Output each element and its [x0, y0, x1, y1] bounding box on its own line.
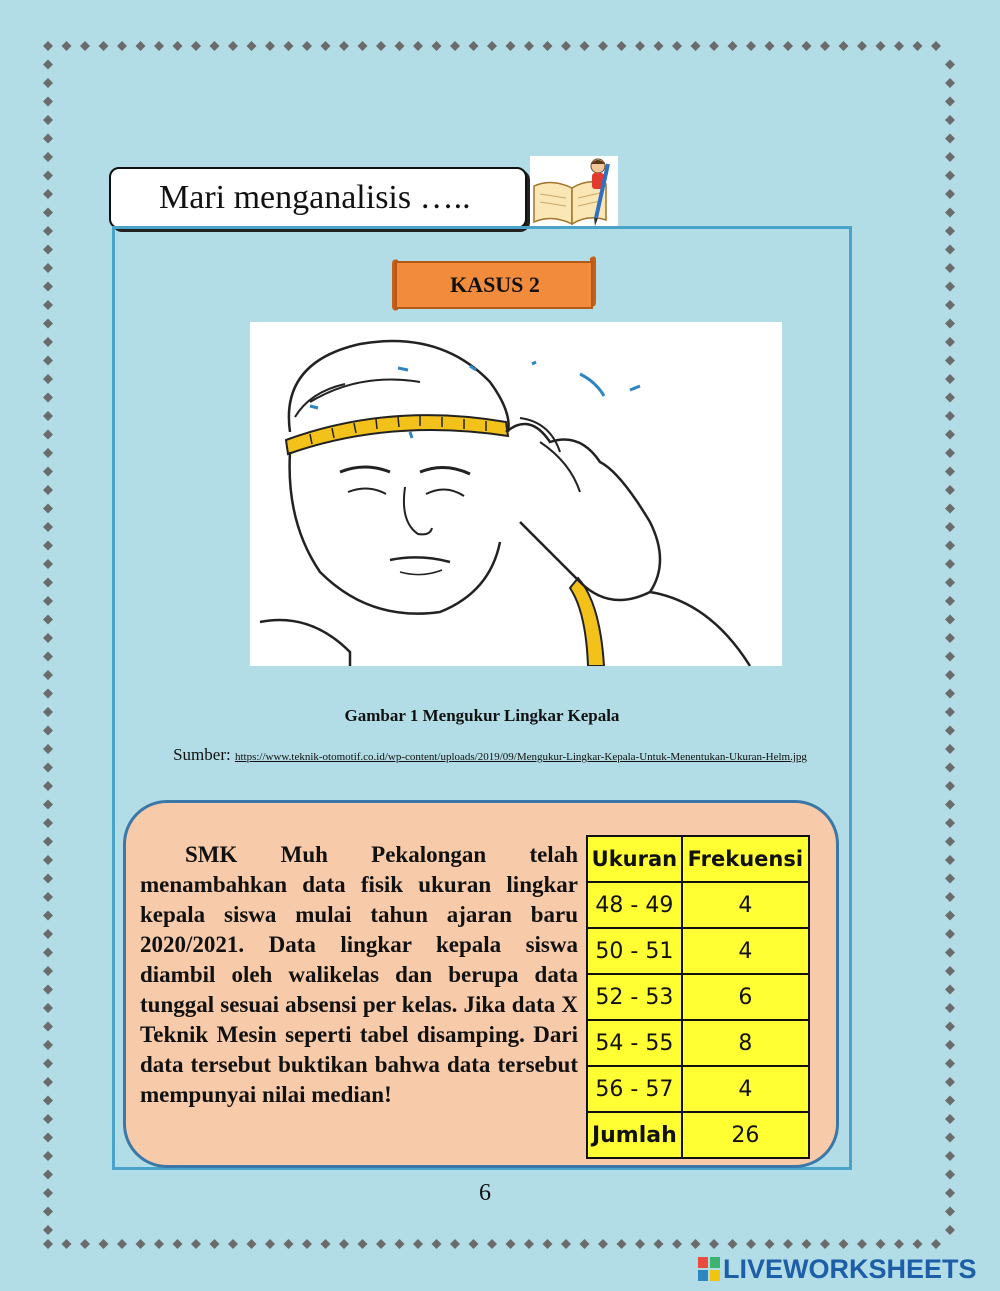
border-diamond — [43, 966, 53, 976]
border-diamond — [43, 874, 53, 884]
border-diamond — [945, 1133, 955, 1143]
border-diamond — [43, 60, 53, 70]
border-diamond — [43, 541, 53, 551]
border-diamond — [43, 189, 53, 199]
border-diamond — [413, 1239, 423, 1249]
border-diamond — [746, 1239, 756, 1249]
border-diamond — [945, 245, 955, 255]
border-diamond — [43, 245, 53, 255]
border-diamond — [43, 689, 53, 699]
border-diamond — [945, 559, 955, 569]
border-diamond — [945, 1188, 955, 1198]
border-diamond — [247, 1239, 257, 1249]
border-diamond — [524, 1239, 534, 1249]
border-diamond — [506, 41, 516, 51]
liveworksheets-brand[interactable] — [698, 1254, 977, 1284]
table-row — [587, 974, 809, 1020]
border-diamond — [543, 1239, 553, 1249]
border-diamond — [728, 41, 738, 51]
border-diamond — [598, 1239, 608, 1249]
border-diamond — [580, 1239, 590, 1249]
border-diamond — [321, 1239, 331, 1249]
border-diamond — [80, 1239, 90, 1249]
border-diamond — [931, 1239, 941, 1249]
border-diamond — [43, 615, 53, 625]
border-diamond — [839, 1239, 849, 1249]
border-diamond — [945, 1096, 955, 1106]
border-diamond — [580, 41, 590, 51]
border-diamond — [99, 41, 109, 51]
border-diamond — [43, 707, 53, 717]
border-diamond — [228, 1239, 238, 1249]
border-diamond — [945, 670, 955, 680]
border-diamond — [43, 652, 53, 662]
table-cell-frequency: 6 — [682, 974, 809, 1020]
border-diamond — [62, 1239, 72, 1249]
border-diamond — [802, 41, 812, 51]
border-diamond — [945, 60, 955, 70]
border-diamond — [339, 41, 349, 51]
border-diamond — [191, 1239, 201, 1249]
border-diamond — [945, 818, 955, 828]
border-diamond — [945, 966, 955, 976]
border-diamond — [43, 337, 53, 347]
border-diamond — [765, 41, 775, 51]
border-diamond — [43, 263, 53, 273]
border-diamond — [302, 41, 312, 51]
border-diamond — [43, 1239, 53, 1249]
border-diamond — [913, 1239, 923, 1249]
border-diamond — [654, 41, 664, 51]
border-diamond — [43, 1040, 53, 1050]
border-diamond — [43, 578, 53, 588]
border-diamond — [945, 226, 955, 236]
border-diamond — [487, 1239, 497, 1249]
border-diamond — [913, 41, 923, 51]
border-diamond — [43, 282, 53, 292]
border-diamond — [945, 78, 955, 88]
border-diamond — [210, 1239, 220, 1249]
border-diamond — [945, 282, 955, 292]
border-diamond — [931, 41, 941, 51]
border-diamond — [945, 633, 955, 643]
table-cell-size: 54 - 55 — [587, 1020, 682, 1066]
border-diamond — [43, 837, 53, 847]
border-diamond — [802, 1239, 812, 1249]
border-diamond — [43, 41, 53, 51]
border-diamond — [43, 800, 53, 810]
border-diamond — [265, 41, 275, 51]
table-row — [587, 882, 809, 928]
border-diamond — [945, 152, 955, 162]
border-diamond — [945, 855, 955, 865]
border-diamond — [376, 1239, 386, 1249]
border-diamond — [450, 41, 460, 51]
figure-caption: Gambar 1 Mengukur Lingkar Kepala — [344, 706, 620, 725]
border-diamond — [321, 41, 331, 51]
border-diamond — [709, 41, 719, 51]
border-diamond — [945, 411, 955, 421]
border-diamond — [945, 319, 955, 329]
border-diamond — [43, 559, 53, 569]
border-diamond — [945, 800, 955, 810]
border-diamond — [945, 874, 955, 884]
border-diamond — [945, 781, 955, 791]
border-diamond — [945, 744, 955, 754]
case-description: SMK Muh Pekalongan telah menambahkan data fisik ukuran lingkar kepala siswa mulai tahun ajaran baru 2020/2021. Data lingkar kepala siswa diambil oleh walikelas dan berupa data tunggal sesuai absensi per kelas. Jika data X Teknik Mesin seperti tabel disamping. Dari data tersebut buktikan bahwa data tersebut mempunyai nilai median! — [140, 842, 578, 1107]
border-diamond — [945, 504, 955, 514]
border-diamond — [43, 356, 53, 366]
border-diamond — [617, 41, 627, 51]
border-diamond — [945, 707, 955, 717]
border-diamond — [247, 41, 257, 51]
border-diamond — [43, 504, 53, 514]
border-diamond — [154, 1239, 164, 1249]
border-diamond — [228, 41, 238, 51]
border-diamond — [358, 1239, 368, 1249]
border-diamond — [284, 1239, 294, 1249]
border-diamond — [265, 1239, 275, 1249]
border-diamond — [43, 892, 53, 902]
border-diamond — [302, 1239, 312, 1249]
border-diamond — [432, 1239, 442, 1249]
border-diamond — [43, 911, 53, 921]
border-diamond — [43, 1077, 53, 1087]
border-diamond — [43, 467, 53, 477]
border-diamond — [945, 1225, 955, 1235]
border-diamond — [136, 41, 146, 51]
brand-name: LIVEWORKSHEETS — [723, 1253, 977, 1284]
border-diamond — [43, 411, 53, 421]
border-diamond — [945, 689, 955, 699]
border-diamond — [43, 134, 53, 144]
table-cell-size: 56 - 57 — [587, 1066, 682, 1112]
border-diamond — [945, 485, 955, 495]
border-diamond — [376, 41, 386, 51]
border-diamond — [154, 41, 164, 51]
border-diamond — [945, 208, 955, 218]
source-link[interactable]: https://www.teknik-otomotif.co.id/wp-content/uploads/2019/09/Mengukur-Lingkar-Kepala-Untuk-Menentukan-Ukuran-Helm.jpg — [234, 751, 807, 763]
border-diamond — [43, 948, 53, 958]
border-diamond — [43, 670, 53, 680]
border-diamond — [43, 763, 53, 773]
border-diamond — [43, 1022, 53, 1032]
frequency-table — [586, 835, 810, 1159]
border-diamond — [43, 596, 53, 606]
border-diamond — [945, 430, 955, 440]
table-cell-frequency: 4 — [682, 882, 809, 928]
border-diamond — [945, 448, 955, 458]
border-diamond — [945, 97, 955, 107]
border-diamond — [80, 41, 90, 51]
border-diamond — [43, 115, 53, 125]
table-cell-frequency: 8 — [682, 1020, 809, 1066]
border-diamond — [876, 1239, 886, 1249]
table-cell-frequency: 4 — [682, 928, 809, 974]
border-diamond — [746, 41, 756, 51]
border-diamond — [210, 41, 220, 51]
border-diamond — [945, 615, 955, 625]
border-diamond — [839, 41, 849, 51]
border-diamond — [635, 1239, 645, 1249]
border-diamond — [173, 1239, 183, 1249]
page-number: 6 — [479, 1180, 491, 1206]
border-diamond — [43, 1170, 53, 1180]
table-header-ukuran: Ukuran — [587, 836, 682, 882]
border-diamond — [945, 115, 955, 125]
border-diamond — [945, 837, 955, 847]
border-diamond — [691, 1239, 701, 1249]
border-diamond — [524, 41, 534, 51]
border-diamond — [395, 1239, 405, 1249]
border-diamond — [672, 41, 682, 51]
border-diamond — [43, 208, 53, 218]
border-diamond — [99, 1239, 109, 1249]
border-diamond — [43, 485, 53, 495]
border-diamond — [43, 374, 53, 384]
border-diamond — [945, 522, 955, 532]
border-diamond — [43, 1188, 53, 1198]
border-diamond — [43, 1114, 53, 1124]
liveworksheets-logo-icon — [698, 1257, 720, 1281]
border-diamond — [136, 1239, 146, 1249]
border-diamond — [945, 1114, 955, 1124]
border-diamond — [945, 1170, 955, 1180]
section-title: Mari menganalisis ….. — [109, 167, 527, 229]
border-diamond — [173, 41, 183, 51]
border-diamond — [43, 78, 53, 88]
border-diamond — [945, 652, 955, 662]
table-cell-size: 48 - 49 — [587, 882, 682, 928]
border-diamond — [945, 985, 955, 995]
border-diamond — [945, 541, 955, 551]
border-diamond — [43, 319, 53, 329]
border-diamond — [857, 41, 867, 51]
table-row — [587, 1020, 809, 1066]
border-diamond — [432, 41, 442, 51]
border-diamond — [469, 41, 479, 51]
border-diamond — [43, 985, 53, 995]
border-diamond — [945, 393, 955, 403]
border-diamond — [876, 41, 886, 51]
table-cell-frequency: 4 — [682, 1066, 809, 1112]
border-diamond — [43, 393, 53, 403]
table-cell-size: 50 - 51 — [587, 928, 682, 974]
border-diamond — [945, 1059, 955, 1069]
border-diamond — [672, 1239, 682, 1249]
table-total-value: 26 — [682, 1112, 809, 1158]
border-diamond — [945, 1040, 955, 1050]
border-diamond — [43, 1059, 53, 1069]
border-diamond — [945, 374, 955, 384]
border-diamond — [43, 855, 53, 865]
border-diamond — [945, 337, 955, 347]
border-diamond — [43, 97, 53, 107]
border-diamond — [561, 41, 571, 51]
border-diamond — [783, 41, 793, 51]
border-diamond — [820, 41, 830, 51]
border-diamond — [43, 1133, 53, 1143]
border-diamond — [506, 1239, 516, 1249]
border-diamond — [43, 744, 53, 754]
table-row — [587, 928, 809, 974]
border-diamond — [43, 300, 53, 310]
border-diamond — [728, 1239, 738, 1249]
border-diamond — [945, 300, 955, 310]
border-diamond — [561, 1239, 571, 1249]
border-diamond — [43, 226, 53, 236]
border-diamond — [945, 1003, 955, 1013]
border-diamond — [945, 763, 955, 773]
figure-source — [150, 740, 830, 772]
border-diamond — [945, 948, 955, 958]
border-diamond — [469, 1239, 479, 1249]
border-diamond — [691, 41, 701, 51]
border-diamond — [945, 134, 955, 144]
border-diamond — [117, 1239, 127, 1249]
book-icon — [530, 156, 618, 228]
border-diamond — [857, 1239, 867, 1249]
border-diamond — [450, 1239, 460, 1249]
border-diamond — [945, 189, 955, 199]
border-diamond — [945, 892, 955, 902]
border-diamond — [820, 1239, 830, 1249]
border-diamond — [43, 781, 53, 791]
border-diamond — [945, 1151, 955, 1161]
border-diamond — [43, 726, 53, 736]
border-diamond — [487, 41, 497, 51]
kasus-label: KASUS 2 — [450, 272, 540, 297]
border-diamond — [635, 41, 645, 51]
border-diamond — [945, 171, 955, 181]
border-diamond — [43, 448, 53, 458]
border-diamond — [617, 1239, 627, 1249]
border-diamond — [945, 1022, 955, 1032]
border-diamond — [339, 1239, 349, 1249]
border-diamond — [43, 1225, 53, 1235]
border-diamond — [43, 929, 53, 939]
border-diamond — [543, 41, 553, 51]
border-diamond — [43, 152, 53, 162]
border-diamond — [945, 1077, 955, 1087]
border-diamond — [945, 1207, 955, 1217]
border-diamond — [945, 467, 955, 477]
border-diamond — [284, 41, 294, 51]
table-total-row — [587, 1112, 809, 1158]
border-diamond — [358, 41, 368, 51]
border-diamond — [43, 430, 53, 440]
border-diamond — [945, 578, 955, 588]
table-cell-size: 52 - 53 — [587, 974, 682, 1020]
border-diamond — [395, 41, 405, 51]
border-diamond — [894, 1239, 904, 1249]
border-diamond — [945, 596, 955, 606]
border-diamond — [945, 263, 955, 273]
border-diamond — [598, 41, 608, 51]
border-diamond — [43, 1207, 53, 1217]
table-total-label: Jumlah — [587, 1112, 682, 1158]
border-diamond — [43, 1003, 53, 1013]
border-diamond — [945, 929, 955, 939]
border-diamond — [945, 911, 955, 921]
border-diamond — [43, 522, 53, 532]
border-diamond — [191, 41, 201, 51]
table-row — [587, 1066, 809, 1112]
border-diamond — [654, 1239, 664, 1249]
border-diamond — [43, 818, 53, 828]
border-diamond — [43, 1096, 53, 1106]
border-diamond — [945, 356, 955, 366]
border-diamond — [43, 633, 53, 643]
border-diamond — [43, 1151, 53, 1161]
border-diamond — [894, 41, 904, 51]
border-diamond — [709, 1239, 719, 1249]
source-label: Sumber: — [173, 745, 231, 764]
border-diamond — [413, 41, 423, 51]
border-diamond — [117, 41, 127, 51]
border-diamond — [62, 41, 72, 51]
border-diamond — [43, 171, 53, 181]
border-diamond — [945, 726, 955, 736]
head-measurement-illustration — [250, 322, 782, 666]
border-diamond — [783, 1239, 793, 1249]
border-diamond — [765, 1239, 775, 1249]
table-header-frekuensi: Frekuensi — [682, 836, 809, 882]
